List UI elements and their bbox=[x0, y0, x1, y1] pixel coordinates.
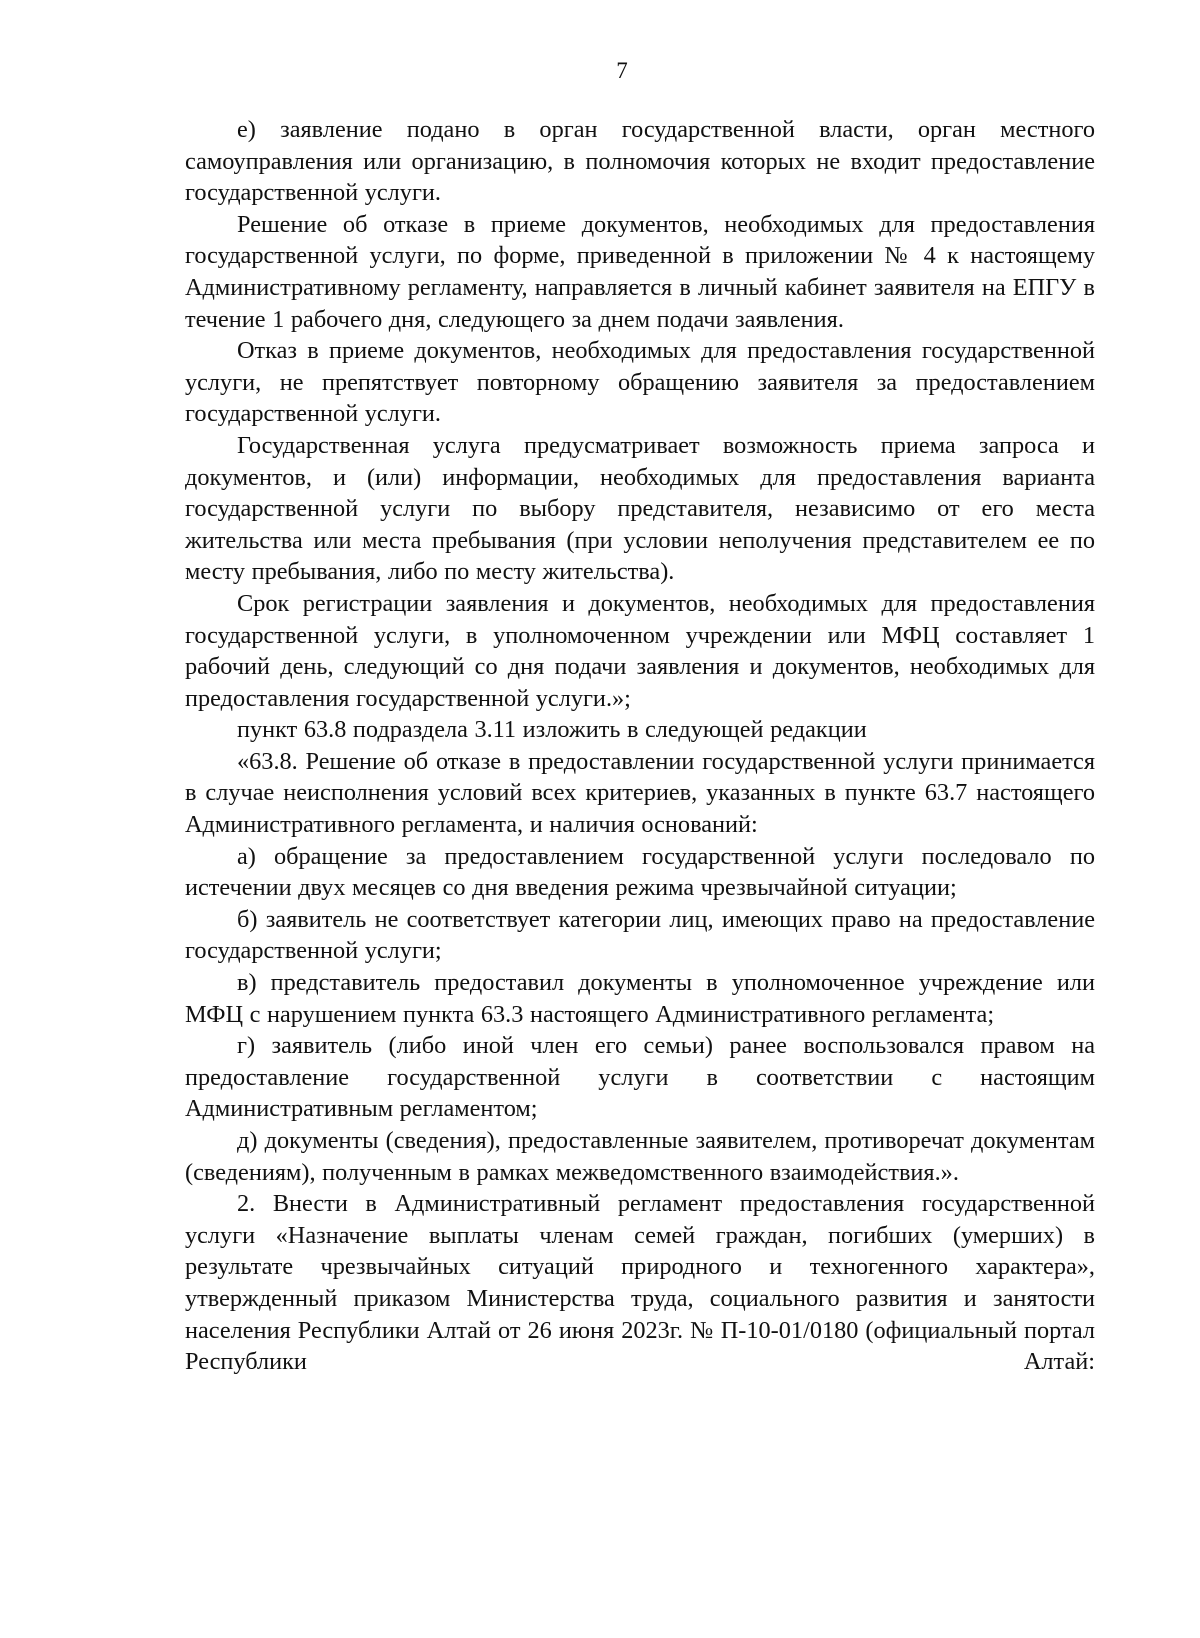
paragraph-item-2: 2. Внести в Административный регламент предоставления государственной услуги «Назначение выплаты членам семей граждан, погибших (умерших) в результате чрезвычайных ситуаций природного и техногенного характера», утвержденный приказом Министерства труда, социального развития и занятости населения Республики Алтай от 26 июня 2023г. № П-10-01/0180 (официальный портал Республики Алтай: bbox=[185, 1190, 1095, 1376]
paragraph-63-8-text: «63.8. Решение об отказе в предоставлении государственной услуги принимается в случае неисполнения условий всех критериев, указанных в пункте 63.7 настоящего Административного регламента, и наличия оснований: bbox=[185, 747, 1095, 839]
document-body bbox=[185, 114, 1095, 1378]
paragraph-amendment-63-8: пункт 63.8 подраздела 3.11 изложить в следующей редакции bbox=[237, 716, 867, 744]
paragraph-refusal-decision: Решение об отказе в приеме документов, необходимых для предоставления государственной услуги, по форме, приведенной в приложении № 4 к настоящему Административному регламенту, направляется в личный кабинет заявителя на ЕПГУ в течение 1 рабочего дня, следующего за днем подачи заявления. bbox=[185, 210, 1095, 333]
page-number: 7 bbox=[616, 58, 628, 83]
paragraph-ground-d: д) документы (сведения), предоставленные заявителем, противоречат документам (сведениям), полученным в рамках межведомственного взаимодействия.». bbox=[185, 1127, 1095, 1186]
paragraph-ground-a: а) обращение за предоставлением государственной услуги последовало по истечении двух месяцев со дня введения режима чрезвычайной ситуации; bbox=[185, 842, 1095, 902]
paragraph-registration-term: Срок регистрации заявления и документов, необходимых для предоставления государственной услуги, в уполномоченном учреждении или МФЦ составляет 1 рабочий день, следующий со дня подачи заявления и документов, необходимых для предоставления государственной услуги.»; bbox=[185, 589, 1095, 712]
paragraph-ground-b: б) заявитель не соответствует категории лиц, имеющих право на предоставление государственной услуги; bbox=[185, 905, 1095, 965]
paragraph-ground-v: в) представитель предоставил документы в уполномоченное учреждение или МФЦ с нарушением пункта 63.3 настоящего Административного регламента; bbox=[185, 969, 1095, 1028]
paragraph-service-extraterritorial: Государственная услуга предусматривает возможность приема запроса и документов, и (или) информации, необходимых для предоставления варианта государственной услуги по выбору представителя, независимо от его места жительства или места пребывания (при условии неполучения представителем ее по месту пребывания, либо по месту жительства). bbox=[185, 431, 1095, 586]
paragraph-refusal-no-obstacle: Отказ в приеме документов, необходимых для предоставления государственной услуги, не препятствует повторному обращению заявителя за предоставлением государственной услуги. bbox=[185, 337, 1095, 428]
paragraph-ground-g: г) заявитель (либо иной член его семьи) ранее воспользовался правом на предоставление государственной услуги в соответствии с настоящим Административным регламентом; bbox=[185, 1032, 1095, 1123]
paragraph-item-e: е) заявление подано в орган государственной власти, орган местного самоуправления или организацию, в полномочия которых не входит предоставление государственной услуги. bbox=[185, 116, 1095, 207]
